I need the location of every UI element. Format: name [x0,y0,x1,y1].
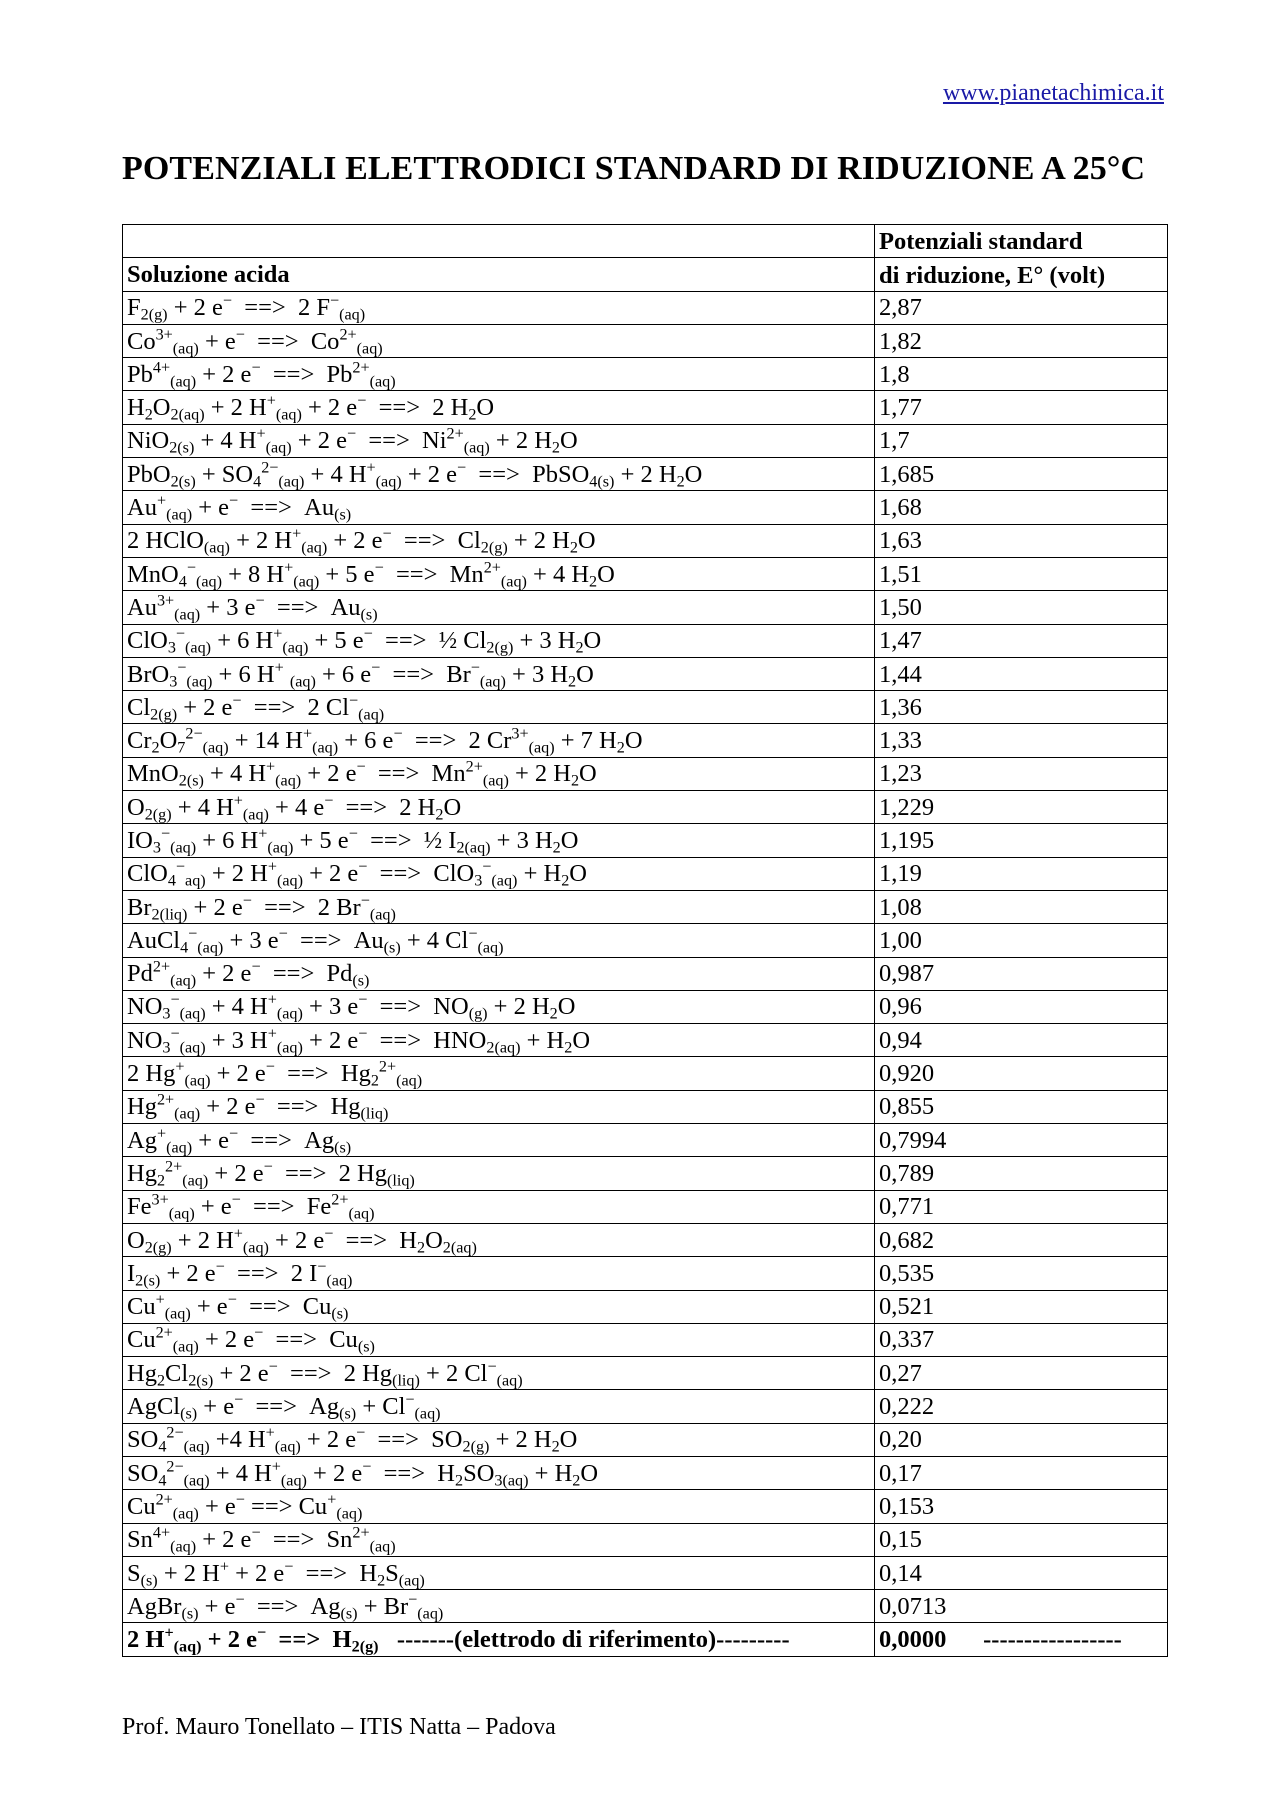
table-row [123,990,1168,1023]
potentials-table [122,224,1168,1657]
table-row [123,1223,1168,1256]
table-row [123,957,1168,990]
reaction-cell: $Cu^+_{(aq)} + e^-$ ==> $Cu_{(s)}$ [123,1290,875,1323]
table-row [123,1357,1168,1390]
table-row [123,890,1168,923]
reaction-cell: $F_{2(g)} + 2$ e− ==> 2 $F^-_{(aq)}$ [123,291,875,324]
reaction-cell: $NO_3^-_{(aq)} + 4$ $H^+_{(aq)} + 3$ e− ==> $NO_{(g)} + 2$ $H_2O$ [123,990,875,1023]
potential-value-cell: 0,521 [875,1290,1168,1323]
potential-value-cell: 0,222 [875,1390,1168,1423]
table-row [123,1456,1168,1489]
potential-value-cell: 0,855 [875,1090,1168,1123]
potential-value-cell: 0,96 [875,990,1168,1023]
table-row [123,524,1168,557]
reaction-cell: ClO$_4$−$_{aq)}$ + 2 $H^+_{(aq)} + 2$ e− ==> $ClO_3^-_{(aq)} + H_2O$ [123,857,875,890]
reaction-cell: ClO$_3$−$_{(aq)}$ + 6 $H^+_{(aq)} + 5$ e− ==> ½ $Cl_{2(g)} + 3$ $H_2O$ [123,624,875,657]
potential-value-cell: 0,27 [875,1357,1168,1390]
page-title: POTENZIALI ELETTRODICI STANDARD DI RIDUZIONE A 25°C [122,150,1146,187]
table-row [123,1257,1168,1290]
table-row [123,591,1168,624]
reaction-cell: $Hg_2^{2+}_{(aq)} + 2$ e− ==> 2 $Hg_{(liq)}$ [123,1157,875,1190]
reaction-cell: AuCl$_4$−$_{(aq)}$ + 3 e− ==> $Au_{(s)} + 4$ $Cl^-_{(aq)}$ [123,924,875,957]
table-row [123,757,1168,790]
reaction-cell: $O_{2(g)} + 2$ $H^+_{(aq)} + 2$ e− ==> $H_2O_{2(aq)}$ [123,1223,875,1256]
potential-value-cell: 1,7 [875,424,1168,457]
potential-value-cell: 0,94 [875,1024,1168,1057]
table-row [123,691,1168,724]
potential-value-cell: 1,36 [875,691,1168,724]
potential-value-cell: 1,8 [875,358,1168,391]
table-row [123,1556,1168,1589]
potential-value-cell: 1,685 [875,458,1168,491]
potential-value-cell: 0,789 [875,1157,1168,1190]
potential-value-cell: 0,682 [875,1223,1168,1256]
table-row [123,491,1168,524]
potential-value-cell: 0,0713 [875,1590,1168,1623]
reaction-cell: $Hg_2Cl_{2(s)} + 2$ e− ==> 2 $Hg_{(liq)} + 2$ $Cl^-_{(aq)}$ [123,1357,875,1390]
table-row [123,557,1168,590]
potential-value-cell: 1,08 [875,890,1168,923]
table-row [123,1523,1168,1556]
reaction-cell: 2 $H^+_{(aq)} + 2$ e− ==> $H_{2(g)}$ -------(elettrodo di riferimento)--------- [123,1623,875,1656]
table-row [123,657,1168,690]
reaction-cell: AgBr$_{(s)}$ + e− ==> $Ag_{(s)} + Br^-_{(aq)}$ [123,1590,875,1623]
reaction-cell: $SO_4^{2-}_{(aq)} + 4$ $H^+_{(aq)} + 2$ e− ==> $H_2SO_{3(aq)} + H_2O$ [123,1456,875,1489]
table-row [123,791,1168,824]
reaction-cell: $O_{2(g)} + 4$ $H^+_{(aq)} + 4$ e− ==> 2 $H_2O$ [123,791,875,824]
reaction-cell: $Cl_{2(g)} + 2$ e− ==> 2 $Cl^-_{(aq)}$ [123,691,875,724]
reaction-cell: $Fe^{3+}_{(aq)} + e^-$ ==> $Fe^{2+}_{(aq)}$ [123,1190,875,1223]
reaction-cell: $I_{2(s)} + 2$ e− ==> 2 $I^-_{(aq)}$ [123,1257,875,1290]
reaction-cell: $NO_3^-_{(aq)} + 3$ $H^+_{(aq)} + 2$ e− ==> $HNO_{2(aq)} + H_2O$ [123,1024,875,1057]
table-row [123,824,1168,857]
reaction-cell: $Pd^{2+}_{(aq)} + 2$ e− ==> $Pd_{(s)}$ [123,957,875,990]
potential-value-cell: 0,0000 ----------------- [875,1623,1168,1656]
potential-value-cell: 1,195 [875,824,1168,857]
reaction-cell: $PbO_{2(s)} + SO_4^{2-}_{(aq)} + 4$ $H^+_{(aq)} + 2$ e− ==> PbSO$_{4(s)}$ + 2 $H_2O$ [123,458,875,491]
table-row [123,1590,1168,1623]
potential-value-cell: 1,33 [875,724,1168,757]
site-link[interactable]: www.pianetachimica.it [942,80,1164,106]
table-row [123,1090,1168,1123]
reaction-cell: $Cu^{2+}_{(aq)} + 2$ e− ==> $Cu_{(s)}$ [123,1323,875,1356]
footer-author: Prof. Mauro Tonellato – ITIS Natta – Padova [122,1714,556,1740]
table-row [123,624,1168,657]
reaction-cell: $Hg^{2+}_{(aq)} + 2$ e− ==> $Hg_{(liq)}$ [123,1090,875,1123]
potential-value-cell: 0,14 [875,1556,1168,1589]
potential-value-cell: 1,82 [875,324,1168,357]
reaction-cell: $S_{(s)} + 2$ H+ + 2 e− ==> $H_2S_{(aq)}$ [123,1556,875,1589]
potential-value-cell: 1,19 [875,857,1168,890]
table-row [123,324,1168,357]
potential-value-cell: 0,15 [875,1523,1168,1556]
potential-value-cell: 1,50 [875,591,1168,624]
potential-value-cell: 0,535 [875,1257,1168,1290]
table-row [123,1290,1168,1323]
potential-value-cell: 2,87 [875,291,1168,324]
potential-value-cell: 0,337 [875,1323,1168,1356]
potential-value-cell: 0,17 [875,1456,1168,1489]
reaction-cell: $Pb^{4+}_{(aq)} + 2$ e− ==> $Pb^{2+}_{(aq)}$ [123,358,875,391]
reaction-cell: NiO$_{2(s)}$ + 4 $H^+_{(aq)} + 2$ e− ==> $Ni^{2+}_{(aq)} + 2$ $H_2O$ [123,424,875,457]
table-row [123,1190,1168,1223]
table-row [123,458,1168,491]
potential-value-cell: 1,23 [875,757,1168,790]
reaction-cell: MnO$_{2(s)}$ + 4 $H^+_{(aq)} + 2$ e− ==> $Mn^{2+}_{(aq)} + 2$ $H_2O$ [123,757,875,790]
potential-value-cell: 0,153 [875,1490,1168,1523]
reaction-cell: $H_2O_{2(aq)} + 2$ $H^+_{(aq)} + 2$ e− ==> 2 $H_2O$ [123,391,875,424]
table-row [123,424,1168,457]
potential-value-cell: 1,77 [875,391,1168,424]
col-value-header-line2: di riduzione, E° (volt) [875,258,1168,291]
reaction-cell: MnO$_4$−$_{(aq)}$ + 8 $H^+_{(aq)} + 5$ e− ==> $Mn^{2+}_{(aq)} + 4$ $H_2O$ [123,557,875,590]
header-empty-cell [123,225,875,258]
table-row [123,391,1168,424]
reaction-cell: 2 HClO$_{(aq)}$ + 2 $H^+_{(aq)} + 2$ e− ==> $Cl_{2(g)} + 2$ $H_2O$ [123,524,875,557]
potential-value-cell: 0,920 [875,1057,1168,1090]
potential-value-cell: 0,771 [875,1190,1168,1223]
potential-value-cell: 0,7994 [875,1124,1168,1157]
table-row [123,1323,1168,1356]
reaction-cell: BrO$_3$−$_{(aq)}$ + 6 H+ $_{(aq)}$ + 6 e− ==> $Br^-_{(aq)} + 3$ $H_2O$ [123,657,875,690]
potential-value-cell: 1,44 [875,657,1168,690]
potential-value-cell: 1,229 [875,791,1168,824]
potential-value-cell: 1,63 [875,524,1168,557]
potential-value-cell: 1,00 [875,924,1168,957]
reaction-cell: $Au^{3+}_{(aq)} + 3$ e− ==> $Au_{(s)}$ [123,591,875,624]
table-row [123,924,1168,957]
table-row [123,1024,1168,1057]
potential-value-cell: 1,68 [875,491,1168,524]
col-value-header-line1: Potenziali standard [875,225,1168,258]
table-row [123,857,1168,890]
reaction-cell: $Co^{3+}_{(aq)} + e^-$ ==> $Co^{2+}_{(aq)}$ [123,324,875,357]
reaction-cell: $Au^+_{(aq)} + e^-$ ==> $Au_{(s)}$ [123,491,875,524]
reaction-cell: $Cu^{2+}_{(aq)} + e^-$ ==> $Cu^+_{(aq)}$ [123,1490,875,1523]
table-body [123,291,1168,1656]
reaction-cell: $Cr_2O_7^{2-}_{(aq)} + 14$ $H^+_{(aq)} + 6$ e− ==> 2 $Cr^{3+}_{(aq)} + 7$ $H_2O$ [123,724,875,757]
table-row [123,1157,1168,1190]
table-row [123,358,1168,391]
potential-value-cell: 0,20 [875,1423,1168,1456]
table-row [123,291,1168,324]
reference-row [123,1623,1168,1656]
reaction-cell: 2 $Hg^+_{(aq)} + 2$ e− ==> $Hg_2^{2+}_{(aq)}$ [123,1057,875,1090]
potential-value-cell: 1,51 [875,557,1168,590]
table-row [123,1423,1168,1456]
potential-value-cell: 1,47 [875,624,1168,657]
table-row [123,1057,1168,1090]
reaction-cell: $Ag^+_{(aq)} + e^-$ ==> $Ag_{(s)}$ [123,1124,875,1157]
reaction-cell: $Sn^{4+}_{(aq)} + 2$ e− ==> $Sn^{2+}_{(aq)}$ [123,1523,875,1556]
table-row [123,1490,1168,1523]
table-row [123,724,1168,757]
reaction-cell: $Br_{2(liq)} + 2$ e− ==> 2 $Br^-_{(aq)}$ [123,890,875,923]
col-reaction-header: Soluzione acida [123,258,875,291]
reaction-cell: AgCl$_{(s)}$ + e− ==> $Ag_{(s)} + Cl^-_{(aq)}$ [123,1390,875,1423]
table-row [123,1390,1168,1423]
reaction-cell: $IO_3^-_{(aq)} + 6$ $H^+_{(aq)} + 5$ e− ==> ½ $I_{2(aq)} + 3$ $H_2O$ [123,824,875,857]
reaction-cell: $SO_4^{2-}_{(aq)} +4$ $H^+_{(aq)} + 2$ e− ==> $SO_{2(g)} + 2$ $H_2O$ [123,1423,875,1456]
table-row [123,1124,1168,1157]
potential-value-cell: 0,987 [875,957,1168,990]
